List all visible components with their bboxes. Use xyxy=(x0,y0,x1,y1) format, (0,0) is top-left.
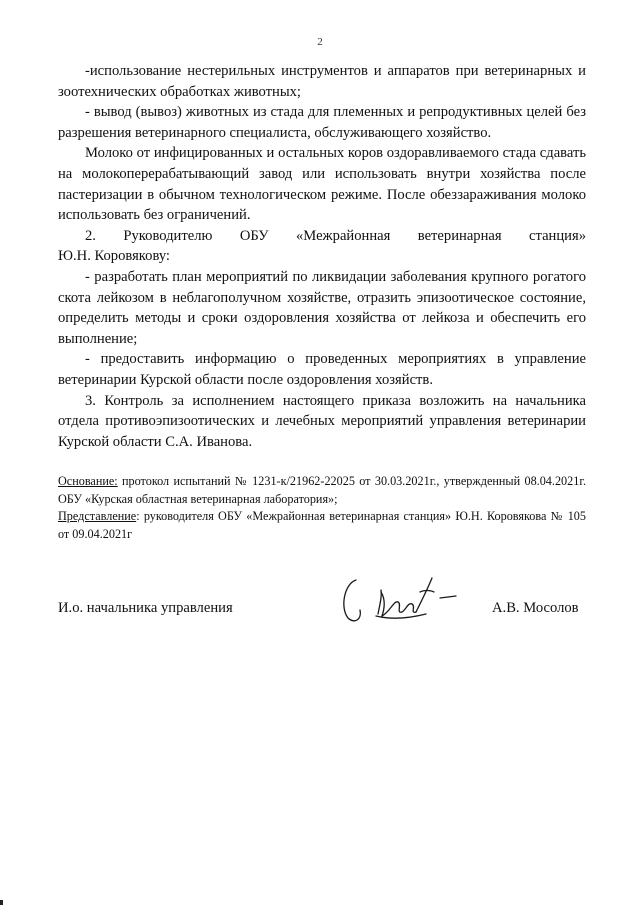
basis-text: протокол испытаний № 1231-к/21962-22025 от 30.03.2021г., утвержденный 08.04.2021г. ОБУ «Курская областная ветеринарная лаборатория»; xyxy=(58,474,586,506)
paragraph-milk: Молоко от инфицированных и остальных коров оздоравливаемого стада сдавать на молокоперерабатывающий завод или использовать внутри хозяйства после пастеризации в обычном технологическом режиме. После обеззараживания молоко использовать без ограничений. xyxy=(58,145,586,224)
paragraph-item-2-heading: 2. Руководителю ОБУ «Межрайонная ветеринарная станция» xyxy=(85,227,586,244)
footnote-basis xyxy=(58,473,586,508)
paragraph-develop-plan: - разработать план мероприятий по ликвидации заболевания крупного рогатого скота лейкозом в неблагополучном хозяйстве, отразить эпизоотическое состояние, определить методы и сроки оздоровления хозяйства от лейкоза и обеспечить его выполнение; xyxy=(58,268,586,347)
handwritten-signature xyxy=(336,570,466,630)
paragraph-provide-info: - предоставить информацию о проведенных мероприятиях в управление ветеринарии Курской области после оздоровления хозяйств. xyxy=(58,351,586,388)
basis-label: Основание: xyxy=(58,474,118,488)
signatory-name: А.В. Мосолов xyxy=(492,600,579,616)
submission-label: Представление xyxy=(58,509,137,524)
paragraph-livestock-removal: - вывод (вывоз) животных из стада для племенных и репродуктивных целей без разрешения ветеринарного специалиста, обслуживающего хозяйство. xyxy=(58,104,586,141)
footnotes xyxy=(58,473,586,543)
paragraph-instruments: -использование нестерильных инструментов и аппаратов при ветеринарных и зоотехнических обработках животных; xyxy=(58,63,586,100)
footnote-submission xyxy=(58,508,586,543)
page-number: 2 xyxy=(317,36,323,48)
submission-text: : руководителя ОБУ «Межрайонная ветеринарная станция» Ю.Н. Коровякова № 105 от 09.04.2021г xyxy=(58,509,586,541)
order-body xyxy=(58,61,586,452)
paragraph-item-3-control: 3. Контроль за исполнением настоящего приказа возложить на начальника отдела противоэпизоотических и лечебных мероприятий управления ветеринарии Курской области С.А. Иванова. xyxy=(58,392,586,450)
paragraph-item-2-addressee: Ю.Н. Коровякову: xyxy=(58,248,170,265)
signatory-title: И.о. начальника управления xyxy=(58,600,233,616)
scan-artifact xyxy=(0,900,3,905)
